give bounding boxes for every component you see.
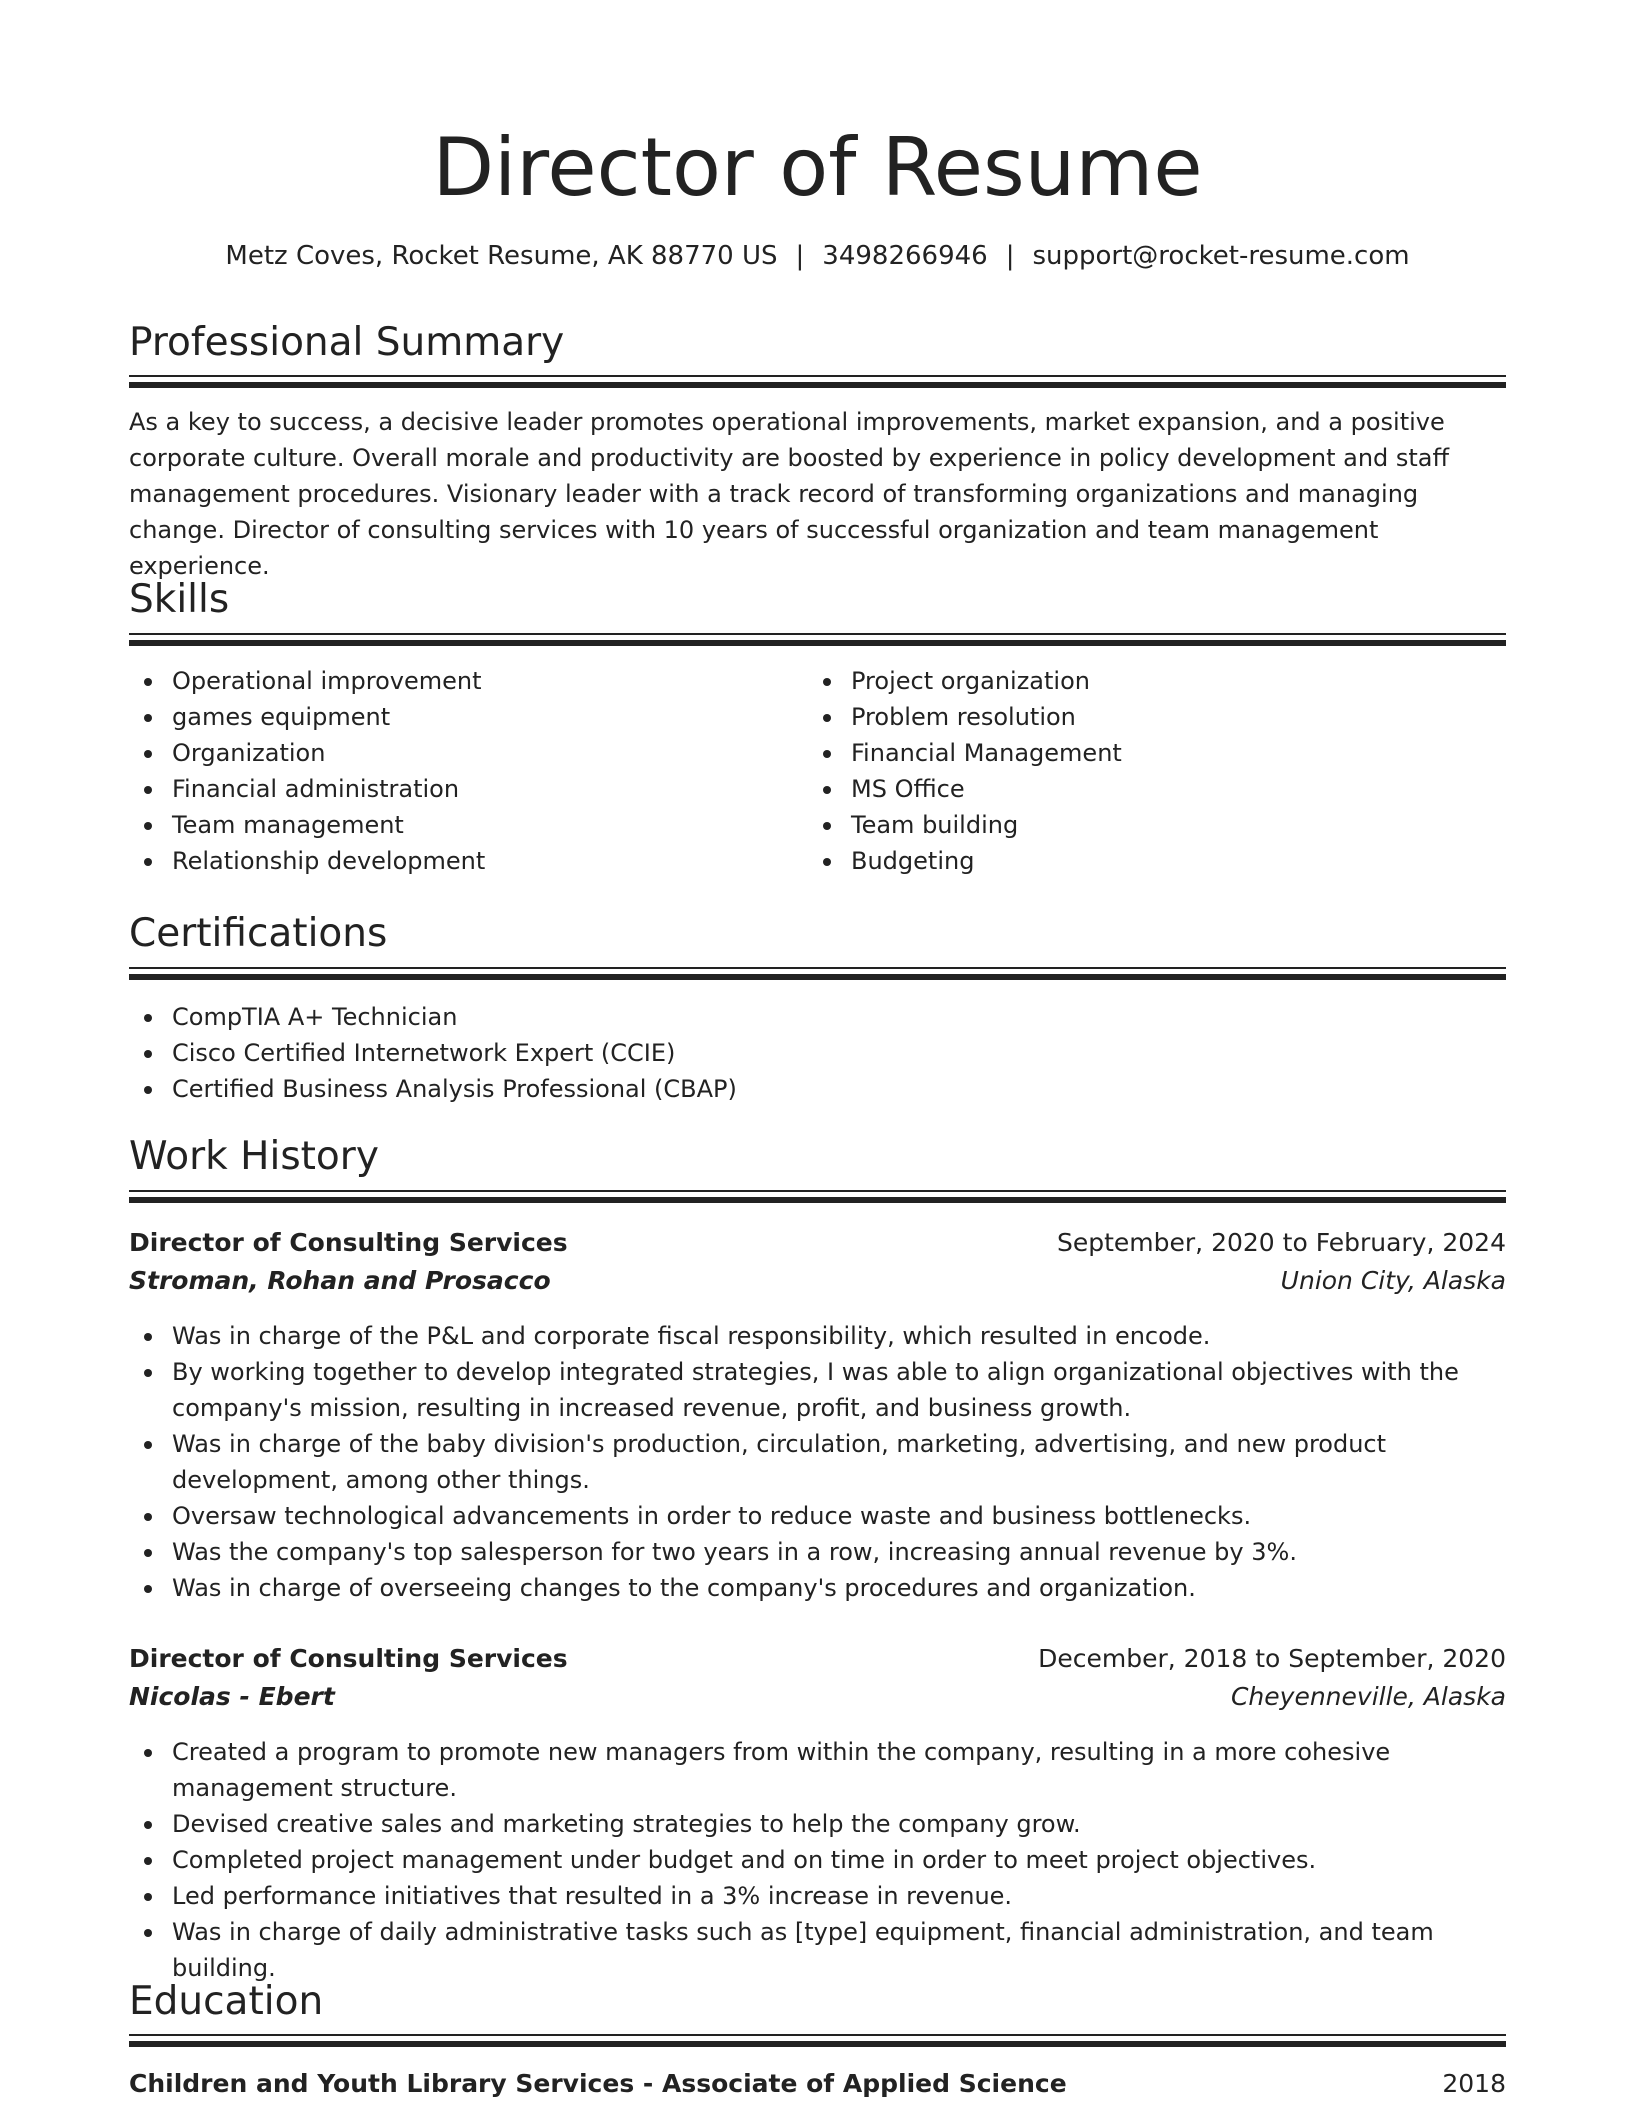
job-dates: September, 2020 to February, 2024 — [1057, 1228, 1506, 1257]
list-item: Team building — [808, 807, 1488, 843]
job-bullets — [129, 1734, 1506, 1986]
education-year: 2018 — [1442, 2069, 1506, 2098]
list-item: By working together to develop integrated strategies, I was able to align organizational objectives with the company's mission, resulting in increased revenue, profit, and business growth. — [129, 1354, 1506, 1426]
certifications-list — [129, 999, 1506, 1107]
list-item: Was in charge of the P&L and corporate fiscal responsibility, which resulted in encode. — [129, 1318, 1506, 1354]
contact-line — [129, 238, 1506, 274]
contact-phone[interactable]: 3498266946 — [822, 241, 988, 271]
list-item: Budgeting — [808, 843, 1488, 879]
list-item: Created a program to promote new managers from within the company, resulting in a more cohesive management structure. — [129, 1734, 1506, 1806]
list-item: Oversaw technological advancements in order to reduce waste and business bottlenecks. — [129, 1498, 1506, 1534]
education-divider — [129, 2034, 1506, 2048]
list-item: Financial administration — [129, 771, 789, 807]
list-item: games equipment — [129, 699, 789, 735]
job-role: Director of Consulting Services — [129, 1644, 568, 1673]
skills-heading: Skills — [129, 577, 230, 622]
list-item: Problem resolution — [808, 699, 1488, 735]
skills-divider — [129, 633, 1506, 647]
list-item: Was in charge of daily administrative tasks such as [type] equipment, financial administration, and team building. — [129, 1914, 1506, 1986]
list-item: Team management — [129, 807, 789, 843]
summary-divider — [129, 375, 1506, 389]
education-row — [129, 2066, 1506, 2102]
job-company-row — [129, 1263, 1506, 1299]
list-item: Organization — [129, 735, 789, 771]
work-history-divider — [129, 1190, 1506, 1204]
certifications-heading: Certifications — [129, 911, 388, 956]
education-degree: Children and Youth Library Services - Associate of Applied Science — [129, 2069, 1067, 2098]
work-history-heading: Work History — [129, 1134, 379, 1179]
list-item: Certified Business Analysis Professional (CBAP) — [129, 1071, 1506, 1107]
job-location: Cheyenneville, Alaska — [1230, 1682, 1506, 1711]
list-item: Cisco Certified Internetwork Expert (CCIE) — [129, 1035, 1506, 1071]
list-item: Devised creative sales and marketing strategies to help the company grow. — [129, 1806, 1506, 1842]
job-company: Stroman, Rohan and Prosacco — [129, 1266, 551, 1295]
skills-list-left — [129, 663, 789, 879]
certifications-divider — [129, 967, 1506, 981]
list-item: Financial Management — [808, 735, 1488, 771]
job-company-row — [129, 1679, 1506, 1715]
job-role: Director of Consulting Services — [129, 1228, 568, 1257]
contact-address: Metz Coves, Rocket Resume, AK 88770 US — [225, 241, 778, 271]
contact-separator: | — [795, 241, 805, 271]
list-item: Led performance initiatives that resulted in a 3% increase in revenue. — [129, 1878, 1506, 1914]
job-bullets — [129, 1318, 1506, 1606]
contact-separator: | — [1005, 241, 1015, 271]
list-item: CompTIA A+ Technician — [129, 999, 1506, 1035]
list-item: Was in charge of the baby division's production, circulation, marketing, advertising, and new product development, among other things. — [129, 1426, 1506, 1498]
education-heading: Education — [129, 1979, 324, 2024]
resume-name: Director of Resume — [432, 121, 1203, 214]
job-location: Union City, Alaska — [1280, 1266, 1506, 1295]
summary-text: As a key to success, a decisive leader promotes operational improvements, market expansion, and a positive corporate culture. Overall morale and productivity are boosted by experience in policy development and staff management procedures. Visionary leader with a track record of transforming organizations and managing change. Director of consulting services with 10 years of successful organization and team management experience. — [129, 408, 1450, 580]
list-item: Completed project management under budget and on time in order to meet project objectives. — [129, 1842, 1506, 1878]
job-dates: December, 2018 to September, 2020 — [1038, 1644, 1506, 1673]
list-item: Relationship development — [129, 843, 789, 879]
list-item: Was the company's top salesperson for two years in a row, increasing annual revenue by 3%. — [129, 1534, 1506, 1570]
list-item: Was in charge of overseeing changes to the company's procedures and organization. — [129, 1570, 1506, 1606]
contact-email[interactable]: support@rocket-resume.com — [1032, 241, 1410, 271]
list-item: Project organization — [808, 663, 1488, 699]
job-title-row — [129, 1641, 1506, 1677]
list-item: MS Office — [808, 771, 1488, 807]
job-company: Nicolas - Ebert — [129, 1682, 335, 1711]
list-item: Operational improvement — [129, 663, 789, 699]
job-title-row — [129, 1225, 1506, 1261]
summary-heading: Professional Summary — [129, 320, 565, 365]
skills-list-right — [808, 663, 1488, 879]
